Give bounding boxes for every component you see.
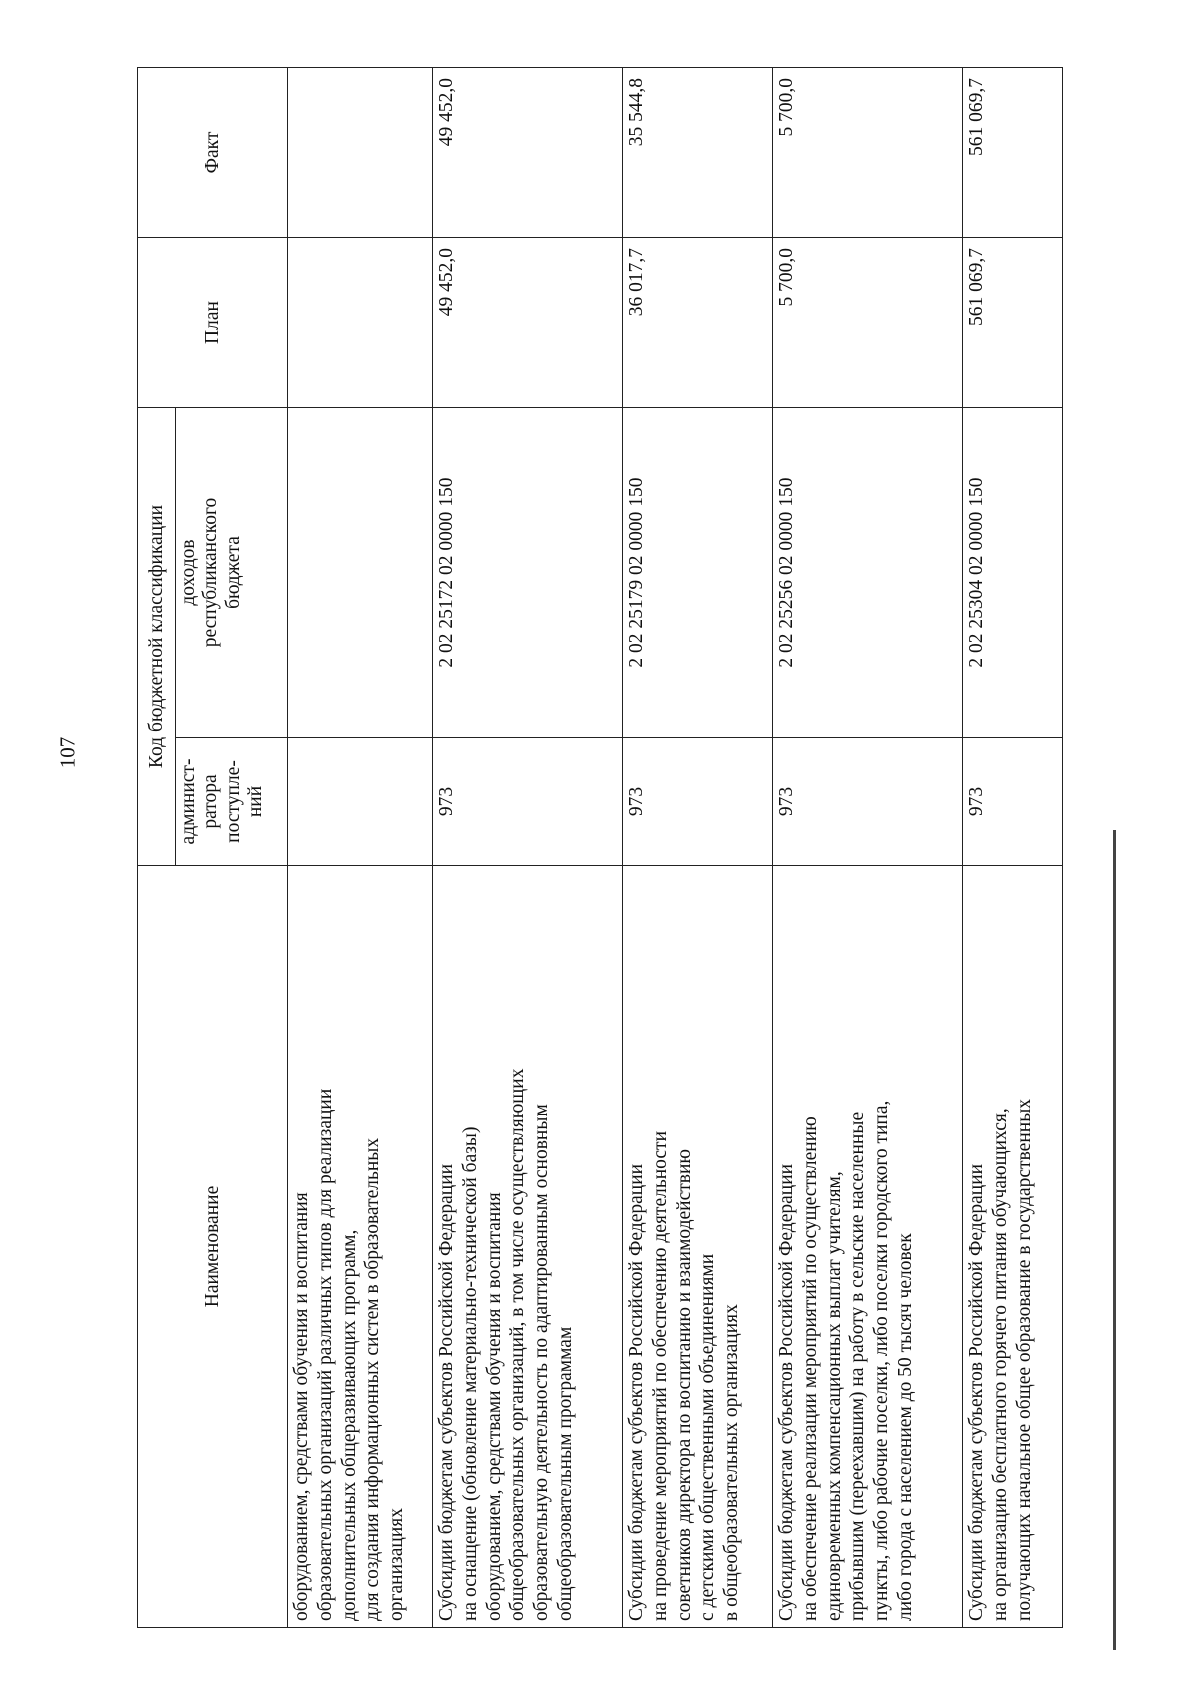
row-plan-cell: 49 452,0 <box>433 238 623 408</box>
row-admin-cell <box>288 738 433 866</box>
name-line: оборудованием, средствами обучения и воспитания <box>483 1192 505 1621</box>
row-name-cell <box>963 866 1063 1628</box>
row-name-cell <box>433 866 623 1628</box>
name-line: Субсидии бюджетам субъектов Российской Федерации <box>436 1163 457 1621</box>
header-income <box>176 408 288 738</box>
row-fact-cell: 561 069,7 <box>963 68 1063 238</box>
header-income-line: бюджета <box>222 536 244 609</box>
name-line: на организацию бесплатного горячего питания обучающихся, <box>989 1108 1011 1621</box>
row-plan-cell: 561 069,7 <box>963 238 1063 408</box>
name-line: получающих начальное общее образование в государственных <box>1013 1098 1035 1621</box>
row-fact-cell: 49 452,0 <box>433 68 623 238</box>
name-line: Субсидии бюджетам субъектов Российской Федерации <box>776 1163 797 1621</box>
header-income-line: доходов <box>178 539 199 606</box>
name-line: образовательных организаций различных типов для реализации <box>314 1088 336 1621</box>
row-admin-cell: 973 <box>963 738 1063 866</box>
row-admin-cell: 973 <box>623 738 773 866</box>
row-fact-cell: 5 700,0 <box>773 68 963 238</box>
name-line: с детскими общественными объединениями <box>697 1253 719 1621</box>
table-row <box>623 68 773 1628</box>
header-admin <box>176 738 288 866</box>
header-code-group: Код бюджетной классификации <box>138 408 176 866</box>
row-code-cell: 2 02 25256 02 0000 150 <box>773 408 963 738</box>
name-line: образовательную деятельность по адаптированным основным <box>531 1104 553 1621</box>
row-fact-cell <box>288 68 433 238</box>
name-line: Субсидии бюджетам субъектов Российской Федерации <box>626 1163 647 1621</box>
name-line: организациях <box>386 1508 408 1621</box>
header-income-line: республиканского <box>200 497 222 648</box>
header-plan: План <box>138 238 288 408</box>
name-line: на обеспечение реализации мероприятий по осуществлению <box>799 1116 821 1621</box>
page-edge-rule <box>1113 830 1116 1650</box>
name-line: для создания информационных систем в образовательных <box>362 1137 384 1621</box>
name-line: на оснащение (обновление материально-технической базы) <box>459 1126 481 1621</box>
name-line: прибывшим (переехавшим) на работу в сельские населенные <box>847 1111 869 1621</box>
row-fact-cell: 35 544,8 <box>623 68 773 238</box>
header-fact: Факт <box>138 68 288 238</box>
name-line: Субсидии бюджетам субъектов Российской Федерации <box>966 1163 987 1621</box>
name-line: на проведение мероприятий по обеспечению деятельности <box>649 1130 671 1621</box>
row-code-cell <box>288 408 433 738</box>
row-plan-cell <box>288 238 433 408</box>
name-line: либо города с населением до 50 тысяч человек <box>894 1233 916 1621</box>
header-name: Наименование <box>138 866 288 1628</box>
row-admin-cell: 973 <box>433 738 623 866</box>
header-admin-line: ратора <box>200 774 222 829</box>
row-code-cell: 2 02 25179 02 0000 150 <box>623 408 773 738</box>
header-admin-line: ний <box>245 785 267 818</box>
name-line: общеобразовательных организаций, в том числе осуществляющих <box>507 1068 529 1621</box>
header-admin-line: поступле- <box>222 760 244 843</box>
row-name-cell <box>623 866 773 1628</box>
table-row <box>963 68 1063 1628</box>
name-line: в общеобразовательных организациях <box>721 1304 743 1621</box>
table-row <box>433 68 623 1628</box>
name-line: общеобразовательным программам <box>554 1326 576 1621</box>
name-line: оборудованием, средствами обучения и воспитания <box>291 1192 312 1621</box>
row-name-cell <box>773 866 963 1628</box>
row-code-cell: 2 02 25304 02 0000 150 <box>963 408 1063 738</box>
row-admin-cell: 973 <box>773 738 963 866</box>
page-number: 107 <box>55 736 80 769</box>
header-admin-line: админист- <box>178 758 199 845</box>
table-row <box>288 68 433 1628</box>
row-plan-cell: 5 700,0 <box>773 238 963 408</box>
table-row <box>773 68 963 1628</box>
row-name-cell <box>288 866 433 1628</box>
name-line: пункты, либо рабочие поселки, либо поселки городского типа, <box>871 1100 893 1621</box>
row-code-cell: 2 02 25172 02 0000 150 <box>433 408 623 738</box>
name-line: дополнительных общеразвивающих программ, <box>338 1229 360 1621</box>
row-plan-cell: 36 017,7 <box>623 238 773 408</box>
budget-table-container <box>137 68 1062 1628</box>
budget-table <box>137 67 1063 1628</box>
name-line: советников директора по воспитанию и взаимодействию <box>673 1149 695 1621</box>
name-line: единовременных компенсационных выплат учителям, <box>823 1171 845 1621</box>
